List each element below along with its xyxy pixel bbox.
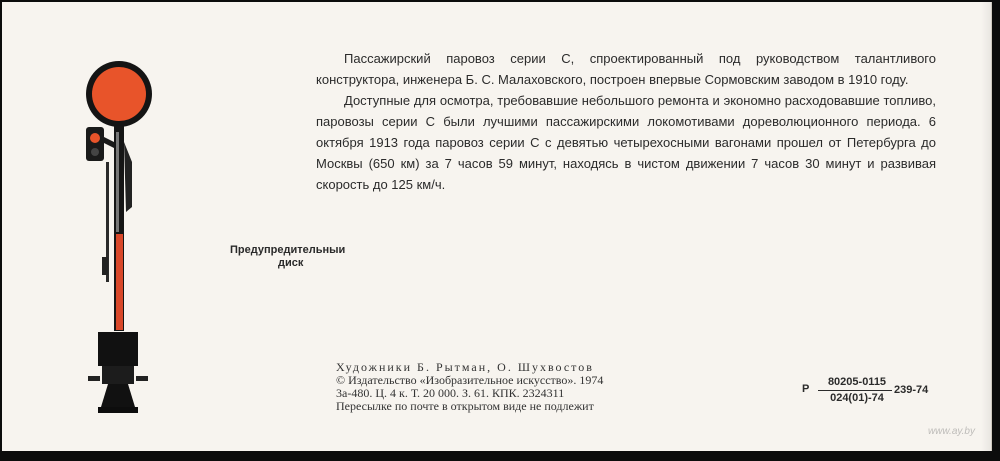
code-denominator: 024(01)-74 bbox=[830, 392, 884, 404]
caption-line1: Предупредительныи bbox=[230, 244, 346, 256]
credits-postal-notice: Пересылке по почте в открытом виде не подлежит bbox=[336, 399, 594, 413]
publication-credits bbox=[336, 361, 603, 413]
code-suffix: 239-74 bbox=[894, 384, 929, 396]
code-prefix: Р bbox=[802, 383, 810, 395]
fraction-bar bbox=[818, 390, 892, 391]
mast-red-section bbox=[116, 234, 123, 330]
credits-artists: Художники Б. Рытман, О. Шухвостов bbox=[336, 360, 594, 374]
signal-illustration bbox=[2, 2, 202, 451]
credits-publisher: © Издательство «Изобразительное искусство». 1974 bbox=[336, 373, 604, 387]
site-watermark: www.ay.by bbox=[927, 426, 975, 437]
warning-disc-signal-icon bbox=[2, 2, 202, 451]
signal-caption bbox=[230, 244, 345, 270]
disc-face bbox=[92, 67, 146, 121]
postcard-back bbox=[2, 2, 992, 451]
paragraph-1: Пассажирский паровоз серии С, спроектированный под руководством талантливого конструктора, инженера Б. С. Малаховского, построен впервые Сормовским заводом в 1910 году. bbox=[316, 51, 936, 87]
code-numerator: 80205-0115 bbox=[827, 376, 887, 388]
caption-line2: диск bbox=[278, 257, 304, 269]
paragraph-2: Доступные для осмотра, требовавшие небольшого ремонта и экономно расходовавшие топливо, паровозы серии С были лучшими пассажирскими локомотивами дореволюционного периода. 6 октября 1913 года паровоз серии С с девятью четырехосными вагонами прошел от Петербурга до Москвы (650 км) за 7 часов 59 минут, находясь в чистом движении 7 часов 30 минут и развивая скорость до 125 км/ч. bbox=[316, 93, 936, 192]
credits-print-info: 3а-480. Ц. 4 к. Т. 20 000. З. 61. КПК. 2324311 bbox=[336, 386, 565, 400]
description-text bbox=[316, 48, 936, 195]
